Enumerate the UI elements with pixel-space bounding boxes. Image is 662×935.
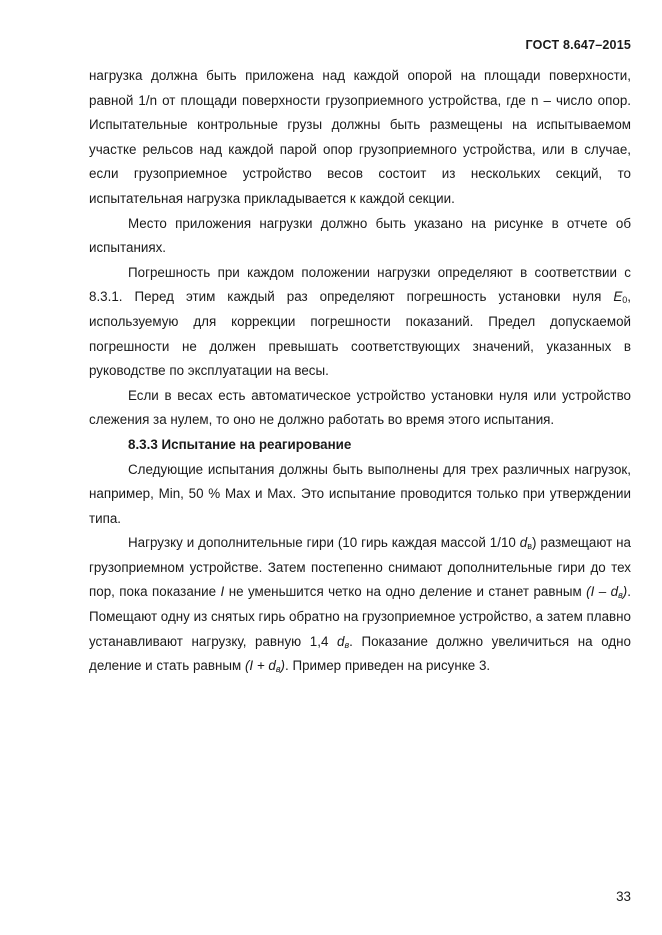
paragraph <box>89 261 631 384</box>
text-run: . Пример приведен на рисунке 3. <box>285 658 491 674</box>
symbol-d: $d_в$ <box>337 633 350 650</box>
text-run: ) размещают на грузоприемном устройстве. Затем постепенно снимают дополнительные гири до тех пор, пока показание <box>89 535 631 600</box>
formula-i-plus-d: $(I + d_в)$ <box>244 658 286 675</box>
text-run: Погрешность при каждом положении нагрузки определяют в соответствии с 8.3.1. Перед этим каждый раз определяют погрешность установки нуля <box>89 264 631 305</box>
symbol-e: E <box>613 289 623 305</box>
subscript: в <box>527 541 532 552</box>
paragraph: Следующие испытания должны быть выполнены для трех различных нагрузок, например, Min, 50 % Max и Max. Это испытание проводится только при утверждении типа. <box>89 461 631 526</box>
text-run: , используемую для коррекции погрешности показаний. Предел допускаемой погрешности не должен превышать соответствующих значений, указанных в руководстве по эксплуатации на весы. <box>89 289 631 379</box>
symbol-i: I <box>220 584 225 600</box>
text-run: не уменьшится четко на одно деление и станет равным <box>224 584 587 600</box>
paragraph: нагрузка должна быть приложена над каждой опорой на площади поверхности, равной 1/n от площади поверхности грузоприемного устройства, где n – число опор. Испытательные контрольные грузы должны быть размещены на испытываемом участке рельсов над каждой парой опор грузоприемного устройства, или в случае, если грузоприемное устройство весов состоит из нескольких секций, то испытательная нагрузка прикладывается к каждой секции. <box>89 68 631 206</box>
paragraph: Место приложения нагрузки должно быть указано на рисунке в отчете об испытаниях. <box>89 215 631 256</box>
text-run: . Помещают одну из снятых гирь обратно на грузоприемное устройство, а затем плавно устанавливают нагрузку, равную 1,4 <box>89 584 631 649</box>
paragraph: Если в весах есть автоматическое устройство установки нуля или устройство слежения за нулем, то оно не должно работать во время этого испытания. <box>89 387 631 428</box>
text-run: . Показание должно увеличиться на одно деление и стать равным <box>89 633 631 674</box>
symbol-d: d <box>519 535 528 551</box>
formula-i-minus-d: $(I - d_в)$ <box>586 584 628 601</box>
paragraph <box>89 531 631 679</box>
page-number: 33 <box>616 889 631 904</box>
page-header: ГОСТ 8.647–2015 <box>525 38 631 52</box>
text-run: Нагрузку и дополнительные гири (10 гирь каждая массой 1/10 <box>128 535 520 551</box>
section-heading: 8.3.3 Испытание на реагирование <box>128 436 352 452</box>
document-body <box>89 64 631 679</box>
subscript: 0 <box>622 295 628 306</box>
